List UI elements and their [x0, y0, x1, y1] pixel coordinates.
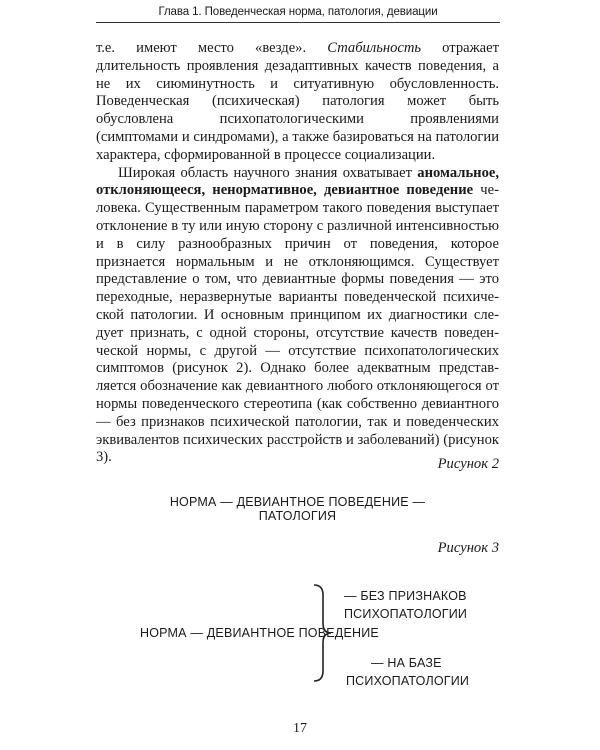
- paragraph-1-part-3: отражает длительность проявления дезадаптивных качеств поведения, а не их сиюминутность и ситуативную обусловленность. Поведенческая (психическая) патология может быть обусловлена психопатологическими проявлениями (симптомами и синдромами), а также базироваться на патологии характера, сформированной в процессе социализации.: [96, 40, 500, 163]
- paragraph-1-part-1: т.е. имеют место «везде».: [96, 40, 328, 56]
- page-number: 17: [293, 721, 307, 736]
- figure-2-caption: Рисунок 2: [437, 456, 499, 472]
- running-title: Глава 1. Поведенческая норма, патология, девиации: [158, 6, 438, 18]
- header-rule: [96, 22, 500, 23]
- paragraph-2-part-3: человека. Существенным параметром такого поведения выступает отклонение в ту или иную сторону с различной интенсивностью и в силу разнообразных причин от поведения, которое признается нормальным и не отклоняющимся. Существует представление о том, что девиантные формы поведения — это переходные, неразвернутые варианты поведенческой психической патологии. И основным принципом их диагностики следует признать, с одной стороны, отсутствие качеств поведенческой нормы, с другой — отсутствие психопатологических симптомов (рисунок 2). Однако более адекватным представляется обозначение как девиантного любого отклоняющегося от нормы поведенческого стереотипа (как собственно девиантного — без признаков психической патологии, так и поведенческих эквивалентов психических расстройств и заболеваний) (рисунок 3).: [96, 182, 500, 466]
- figure-3-caption: Рисунок 3: [437, 540, 499, 556]
- paragraph-2-part-1: Широкая область научного знания охватывает: [118, 164, 418, 181]
- figure-3-branch-a-line-1: — БЕЗ ПРИЗНАКОВ: [344, 589, 467, 603]
- bold-terms: аномальное, отклоняющееся, ненормативное, девиантное поведение: [96, 164, 499, 199]
- figure-3-branch-a-line-2: ПСИХОПАТОЛОГИИ: [344, 607, 468, 621]
- figure-2-text: НОРМА — ДЕВИАНТНОЕ ПОВЕДЕНИЕ — ПАТОЛОГИЯ: [169, 495, 426, 523]
- figure-3-branch-b-line-1: — НА БАЗЕ: [371, 656, 442, 670]
- figure-3-branch-b-line-2: ПСИХОПАТОЛОГИИ: [346, 674, 470, 688]
- figure-3-main-label: НОРМА — ДЕВИАНТНОЕ ПОВЕДЕНИЕ: [140, 626, 379, 640]
- figure-3-brace: [310, 583, 334, 683]
- paragraph-1: [96, 40, 499, 165]
- body-text: [96, 40, 499, 467]
- term-stability: Стабильность: [327, 40, 422, 56]
- paragraph-2: [96, 165, 499, 468]
